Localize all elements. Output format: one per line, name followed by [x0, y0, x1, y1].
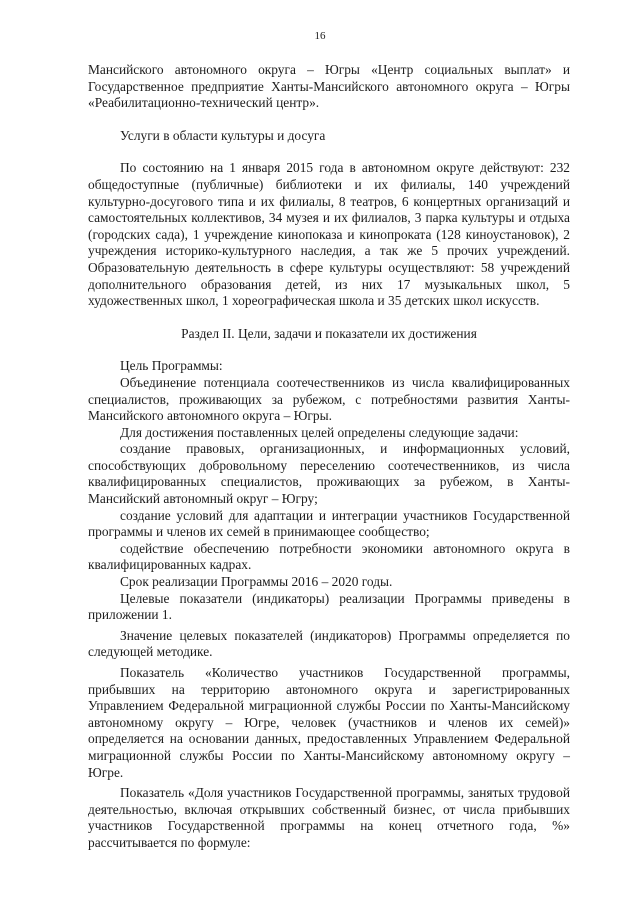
- paragraph-tasks-intro: Для достижения поставленных целей определены следующие задачи:: [120, 424, 519, 440]
- paragraph-methodology: Значение целевых показателей (индикаторов) Программы определяется по следующей методике.: [88, 627, 570, 660]
- section-heading-culture: Услуги в области культуры и досуга: [120, 127, 326, 143]
- paragraph-indicator-share: Показатель «Доля участников Государственной программы, занятых трудовой деятельностью, включая открывших собственный бизнес, от числа прибывших участников Государственной программы на конец отчетного года, %» рассчитывается по формуле:: [88, 785, 570, 850]
- paragraph-indicator-count: Показатель «Количество участников Государственной программы, прибывших на территорию автономного округа и зарегистрированных Управлением Федеральной миграционной службы России по Ханты-Мансийскому автономному округу – Югре, человек (участников и членов их семей)» определяется на основании данных, предоставленных Управлением Федеральной миграционной службы России по Ханты-Мансийскому автономному округу – Югре.: [88, 665, 570, 780]
- paragraph-target-indicators: Целевые показатели (индикаторы) реализации Программы приведены в приложении 1.: [88, 590, 570, 623]
- paragraph-task-2: создание условий для адаптации и интеграции участников Государственной программы и членов их семей в принимающее сообщество;: [88, 507, 570, 540]
- paragraph-program-goal-label: Цель Программы:: [120, 358, 223, 374]
- paragraph-program-goal: Объединение потенциала соотечественников из числа квалифицированных специалистов, проживающих за рубежом, с потребностями развития Ханты-Мансийского автономного округа – Югры.: [88, 374, 570, 424]
- paragraph-task-3: содействие обеспечению потребности экономики автономного округа в квалифицированных кадрах.: [88, 540, 570, 573]
- page-number: 16: [314, 30, 326, 42]
- document-body: [88, 62, 570, 852]
- paragraph-institutions-intro: Мансийского автономного округа – Югры «Центр социальных выплат» и Государственное предприятие Ханты-Мансийского автономного округа – Югры «Реабилитационно-технический центр».: [88, 62, 570, 111]
- paragraph-culture-institutions: По состоянию на 1 января 2015 года в автономном округе действуют: 232 общедоступные (публичные) библиотеки и их филиалы, 140 учреждений культурно-досугового типа и их филиалы, 8 театров, 6 концертных организаций и самостоятельных коллективов, 34 музея и их филиалов, 3 парка культуры и отдыха (городских сада), 1 учреждение кинопоказа и кинопроката (128 киноустановок), 2 учреждения историко-культурного наследия, а так же 5 прочих учреждений. Образовательную деятельность в сфере культуры осуществляют: 58 учреждений дополнительного образования детей, из них 17 музыкальных школ, 5 художественных школ, 1 хореографическая школа и 35 детских школ искусств.: [88, 160, 570, 309]
- paragraph-task-1: создание правовых, организационных, и информационных условий, способствующих добровольному переселению соотечественников, из числа квалифицированных специалистов, проживающих за рубежом, в Ханты-Мансийский автономный округ – Югру;: [88, 441, 570, 507]
- paragraph-program-term: Срок реализации Программы 2016 – 2020 годы.: [120, 574, 393, 590]
- section-heading-goals: Раздел II. Цели, задачи и показатели их достижения: [181, 325, 477, 341]
